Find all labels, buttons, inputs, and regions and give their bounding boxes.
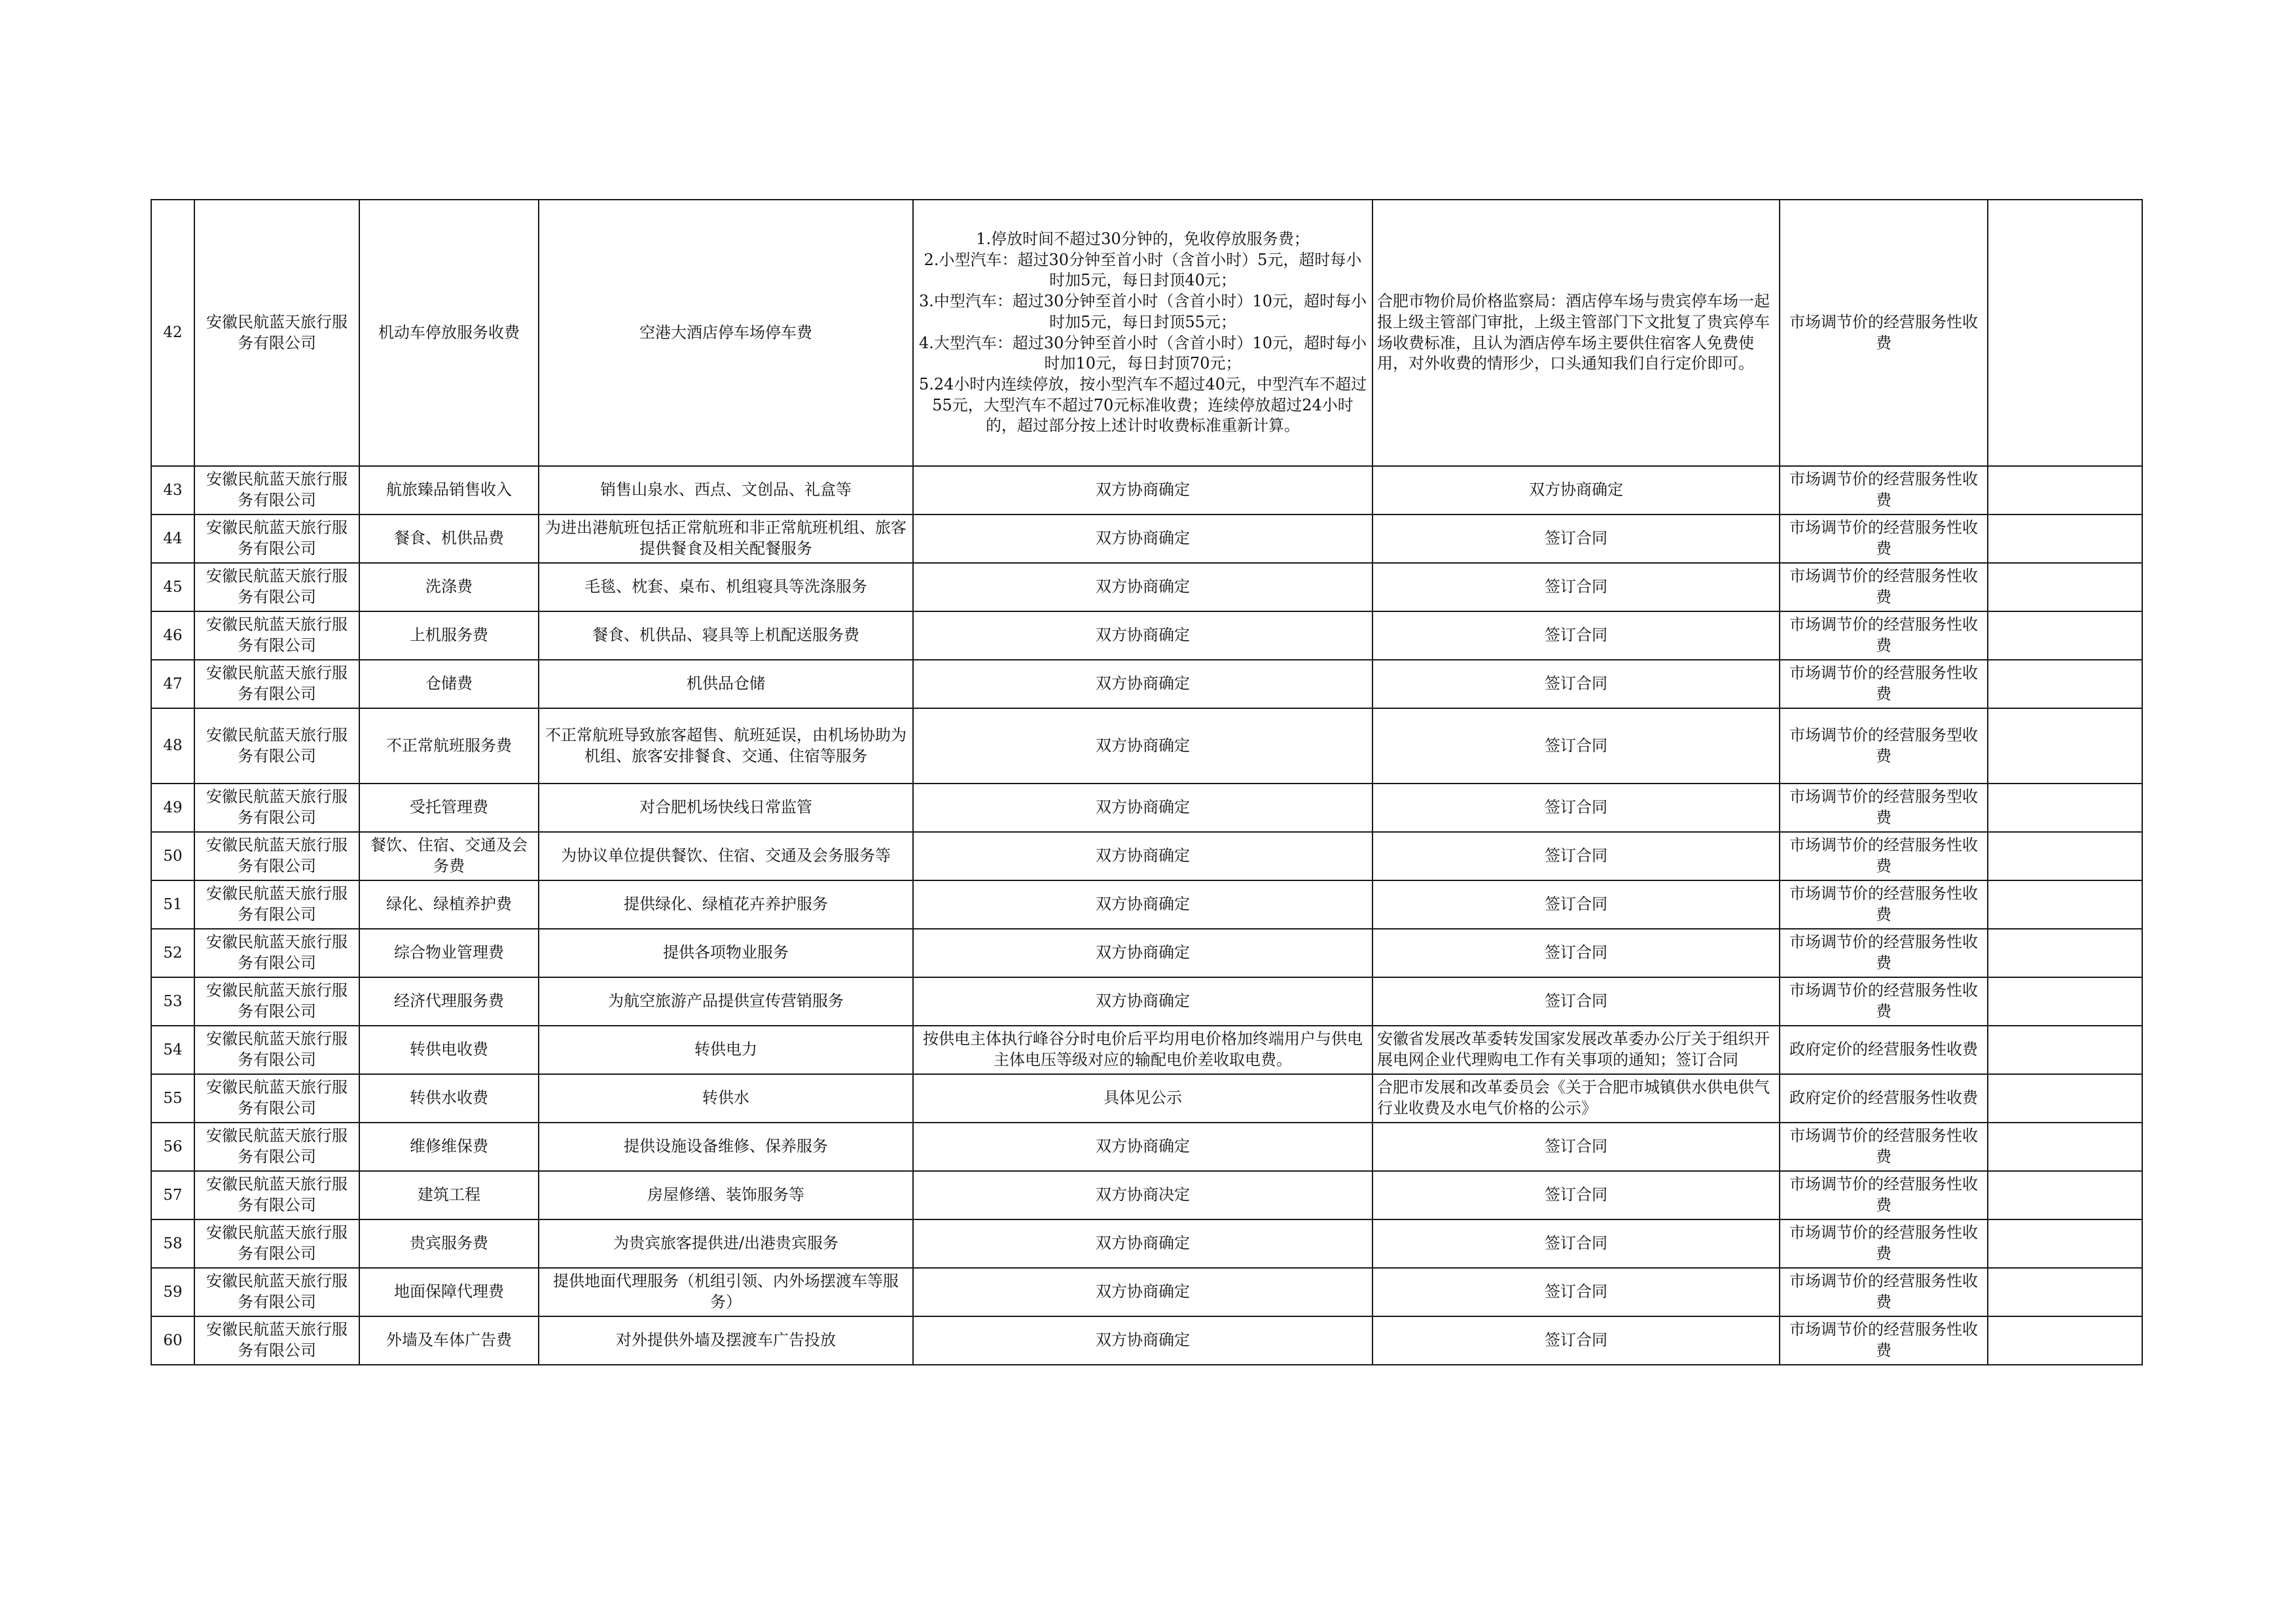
service-content-cell: 销售山泉水、西点、文创品、礼盒等	[539, 466, 913, 514]
company-cell: 安徽民航蓝天旅行服务有限公司	[194, 929, 359, 977]
fee-item-cell: 仓储费	[359, 660, 539, 708]
fee-standard-cell: 双方协商确定	[913, 660, 1372, 708]
remark-cell	[1988, 880, 2142, 929]
seq-number-cell: 43	[151, 466, 194, 514]
table-row	[151, 660, 2142, 708]
fee-item-cell: 经济代理服务费	[359, 977, 539, 1026]
company-cell: 安徽民航蓝天旅行服务有限公司	[194, 200, 359, 466]
table-row	[151, 1026, 2142, 1074]
pricing-basis-cell: 签订合同	[1372, 708, 1780, 784]
service-content-cell: 机供品仓储	[539, 660, 913, 708]
table-row	[151, 977, 2142, 1026]
fee-item-cell: 维修维保费	[359, 1123, 539, 1171]
remark-cell	[1988, 1026, 2142, 1074]
seq-number-cell: 51	[151, 880, 194, 929]
seq-number-cell: 55	[151, 1074, 194, 1123]
pricing-basis-cell: 签订合同	[1372, 1123, 1780, 1171]
fee-nature-cell: 市场调节价的经营服务性收费	[1780, 200, 1988, 466]
company-cell: 安徽民航蓝天旅行服务有限公司	[194, 784, 359, 832]
pricing-basis-cell: 签订合同	[1372, 784, 1780, 832]
company-cell: 安徽民航蓝天旅行服务有限公司	[194, 1171, 359, 1219]
fee-standard-cell: 双方协商确定	[913, 611, 1372, 660]
fee-standard-cell: 按供电主体执行峰谷分时电价后平均用电价格加终端用户与供电主体电压等级对应的输配电价差收取电费。	[913, 1026, 1372, 1074]
pricing-basis-cell: 合肥市物价局价格监察局：酒店停车场与贵宾停车场一起报上级主管部门审批，上级主管部门下文批复了贵宾停车场收费标准，且认为酒店停车场主要供住宿客人免费使用，对外收费的情形少，口头通知我们自行定价即可。	[1372, 200, 1780, 466]
service-content-cell: 提供绿化、绿植花卉养护服务	[539, 880, 913, 929]
fee-item-cell: 绿化、绿植养护费	[359, 880, 539, 929]
fee-standard-line: 3.中型汽车：超过30分钟至首小时（含首小时）10元，超时每小时加5元，每日封顶55元；	[919, 292, 1367, 331]
fee-nature-cell: 市场调节价的经营服务型收费	[1780, 784, 1988, 832]
fee-item-cell: 地面保障代理费	[359, 1268, 539, 1316]
pricing-basis-cell: 签订合同	[1372, 563, 1780, 611]
fee-item-cell: 洗涤费	[359, 563, 539, 611]
remark-cell	[1988, 977, 2142, 1026]
table-row	[151, 200, 2142, 466]
remark-cell	[1988, 466, 2142, 514]
service-content-cell: 为贵宾旅客提供进/出港贵宾服务	[539, 1219, 913, 1268]
seq-number-cell: 45	[151, 563, 194, 611]
fee-nature-cell: 政府定价的经营服务性收费	[1780, 1026, 1988, 1074]
service-content-cell: 房屋修缮、装饰服务等	[539, 1171, 913, 1219]
pricing-basis-cell: 签订合同	[1372, 1268, 1780, 1316]
fee-standard-cell: 双方协商确定	[913, 1123, 1372, 1171]
fee-standard-cell: 双方协商确定	[913, 977, 1372, 1026]
pricing-basis-cell: 签订合同	[1372, 977, 1780, 1026]
fee-table-sheet	[151, 199, 2142, 1365]
fee-nature-cell: 政府定价的经营服务性收费	[1780, 1074, 1988, 1123]
seq-number-cell: 52	[151, 929, 194, 977]
fee-standard-cell: 双方协商确定	[913, 832, 1372, 880]
service-content-cell: 提供设施设备维修、保养服务	[539, 1123, 913, 1171]
remark-cell	[1988, 832, 2142, 880]
seq-number-cell: 54	[151, 1026, 194, 1074]
service-content-cell: 提供地面代理服务（机组引领、内外场摆渡车等服务）	[539, 1268, 913, 1316]
fee-standard-cell: 双方协商确定	[913, 514, 1372, 563]
fee-nature-cell: 市场调节价的经营服务性收费	[1780, 880, 1988, 929]
remark-cell	[1988, 660, 2142, 708]
fee-item-cell: 航旅臻品销售收入	[359, 466, 539, 514]
table-body	[151, 200, 2142, 1365]
table-row	[151, 1316, 2142, 1365]
pricing-basis-cell: 签订合同	[1372, 832, 1780, 880]
service-content-cell: 转供电力	[539, 1026, 913, 1074]
seq-number-cell: 44	[151, 514, 194, 563]
table-row	[151, 708, 2142, 784]
pricing-basis-cell: 合肥市发展和改革委员会《关于合肥市城镇供水供电供气行业收费及水电气价格的公示》	[1372, 1074, 1780, 1123]
remark-cell	[1988, 708, 2142, 784]
fee-standard-cell: 双方协商确定	[913, 784, 1372, 832]
service-content-cell: 毛毯、枕套、桌布、机组寝具等洗涤服务	[539, 563, 913, 611]
seq-number-cell: 46	[151, 611, 194, 660]
remark-cell	[1988, 1074, 2142, 1123]
fee-item-cell: 转供电收费	[359, 1026, 539, 1074]
fee-standard-cell: 双方协商确定	[913, 1219, 1372, 1268]
pricing-basis-cell: 签订合同	[1372, 929, 1780, 977]
remark-cell	[1988, 1316, 2142, 1365]
fee-standard-line: 1.停放时间不超过30分钟的，免收停放服务费；	[976, 230, 1310, 249]
service-content-cell: 对合肥机场快线日常监管	[539, 784, 913, 832]
company-cell: 安徽民航蓝天旅行服务有限公司	[194, 466, 359, 514]
fee-nature-cell: 市场调节价的经营服务性收费	[1780, 1171, 1988, 1219]
service-content-cell: 转供水	[539, 1074, 913, 1123]
pricing-basis-cell: 签订合同	[1372, 1219, 1780, 1268]
pricing-basis-cell: 安徽省发展改革委转发国家发展改革委办公厅关于组织开展电网企业代理购电工作有关事项的通知；签订合同	[1372, 1026, 1780, 1074]
company-cell: 安徽民航蓝天旅行服务有限公司	[194, 1123, 359, 1171]
fee-nature-cell: 市场调节价的经营服务性收费	[1780, 611, 1988, 660]
remark-cell	[1988, 1268, 2142, 1316]
table-row	[151, 1123, 2142, 1171]
fee-nature-cell: 市场调节价的经营服务型收费	[1780, 708, 1988, 784]
fee-item-cell: 不正常航班服务费	[359, 708, 539, 784]
fee-item-cell: 贵宾服务费	[359, 1219, 539, 1268]
service-content-cell: 对外提供外墙及摆渡车广告投放	[539, 1316, 913, 1365]
fee-standard-cell: 双方协商确定	[913, 1316, 1372, 1365]
company-cell: 安徽民航蓝天旅行服务有限公司	[194, 1026, 359, 1074]
fee-item-cell: 餐食、机供品费	[359, 514, 539, 563]
company-cell: 安徽民航蓝天旅行服务有限公司	[194, 563, 359, 611]
fee-item-cell: 建筑工程	[359, 1171, 539, 1219]
service-content-cell: 空港大酒店停车场停车费	[539, 200, 913, 466]
table-row	[151, 929, 2142, 977]
fee-item-cell: 外墙及车体广告费	[359, 1316, 539, 1365]
seq-number-cell: 48	[151, 708, 194, 784]
remark-cell	[1988, 200, 2142, 466]
pricing-basis-cell: 双方协商确定	[1372, 466, 1780, 514]
table-row	[151, 611, 2142, 660]
fee-item-cell: 餐饮、住宿、交通及会务费	[359, 832, 539, 880]
service-content-cell: 不正常航班导致旅客超售、航班延误，由机场协助为机组、旅客安排餐食、交通、住宿等服务	[539, 708, 913, 784]
fee-standard-line: 5.24小时内连续停放，按小型汽车不超过40元，中型汽车不超过55元，大型汽车不超过70元标准收费；连续停放超过24小时的，超过部分按上述计时收费标准重新计算。	[919, 374, 1367, 435]
seq-number-cell: 49	[151, 784, 194, 832]
table-row	[151, 832, 2142, 880]
fee-standard-line: 2.小型汽车：超过30分钟至首小时（含首小时）5元，超时每小时加5元，每日封顶40元；	[924, 250, 1362, 290]
table-row	[151, 1219, 2142, 1268]
fee-nature-cell: 市场调节价的经营服务性收费	[1780, 1316, 1988, 1365]
remark-cell	[1988, 563, 2142, 611]
fee-schedule-table	[151, 199, 2143, 1365]
seq-number-cell: 58	[151, 1219, 194, 1268]
remark-cell	[1988, 929, 2142, 977]
seq-number-cell: 53	[151, 977, 194, 1026]
company-cell: 安徽民航蓝天旅行服务有限公司	[194, 1268, 359, 1316]
fee-item-cell: 上机服务费	[359, 611, 539, 660]
seq-number-cell: 42	[151, 200, 194, 466]
fee-standard-cell: 具体见公示	[913, 1074, 1372, 1123]
company-cell: 安徽民航蓝天旅行服务有限公司	[194, 832, 359, 880]
table-row	[151, 1074, 2142, 1123]
fee-standard-cell: 双方协商确定	[913, 880, 1372, 929]
service-content-cell: 为航空旅游产品提供宣传营销服务	[539, 977, 913, 1026]
service-content-cell: 餐食、机供品、寝具等上机配送服务费	[539, 611, 913, 660]
company-cell: 安徽民航蓝天旅行服务有限公司	[194, 977, 359, 1026]
table-row	[151, 880, 2142, 929]
remark-cell	[1988, 1171, 2142, 1219]
company-cell: 安徽民航蓝天旅行服务有限公司	[194, 514, 359, 563]
fee-standard-cell: 双方协商确定	[913, 466, 1372, 514]
fee-standard-cell: 双方协商决定	[913, 1171, 1372, 1219]
company-cell: 安徽民航蓝天旅行服务有限公司	[194, 660, 359, 708]
remark-cell	[1988, 1123, 2142, 1171]
fee-nature-cell: 市场调节价的经营服务性收费	[1780, 1123, 1988, 1171]
remark-cell	[1988, 611, 2142, 660]
pricing-basis-cell: 签订合同	[1372, 660, 1780, 708]
remark-cell	[1988, 1219, 2142, 1268]
table-row	[151, 784, 2142, 832]
fee-nature-cell: 市场调节价的经营服务性收费	[1780, 466, 1988, 514]
fee-item-cell: 转供水收费	[359, 1074, 539, 1123]
fee-nature-cell: 市场调节价的经营服务性收费	[1780, 1268, 1988, 1316]
fee-item-cell: 机动车停放服务收费	[359, 200, 539, 466]
company-cell: 安徽民航蓝天旅行服务有限公司	[194, 708, 359, 784]
fee-standard-cell: 双方协商确定	[913, 563, 1372, 611]
company-cell: 安徽民航蓝天旅行服务有限公司	[194, 1219, 359, 1268]
pricing-basis-cell: 签订合同	[1372, 1171, 1780, 1219]
fee-nature-cell: 市场调节价的经营服务性收费	[1780, 977, 1988, 1026]
pricing-basis-cell: 签订合同	[1372, 1316, 1780, 1365]
company-cell: 安徽民航蓝天旅行服务有限公司	[194, 611, 359, 660]
table-row	[151, 466, 2142, 514]
fee-item-cell: 综合物业管理费	[359, 929, 539, 977]
service-content-cell: 为进出港航班包括正常航班和非正常航班机组、旅客提供餐食及相关配餐服务	[539, 514, 913, 563]
fee-nature-cell: 市场调节价的经营服务性收费	[1780, 563, 1988, 611]
fee-item-cell: 受托管理费	[359, 784, 539, 832]
company-cell: 安徽民航蓝天旅行服务有限公司	[194, 880, 359, 929]
fee-standard-cell: 双方协商确定	[913, 929, 1372, 977]
fee-nature-cell: 市场调节价的经营服务性收费	[1780, 514, 1988, 563]
fee-nature-cell: 市场调节价的经营服务性收费	[1780, 1219, 1988, 1268]
pricing-basis-cell: 签订合同	[1372, 514, 1780, 563]
seq-number-cell: 56	[151, 1123, 194, 1171]
fee-standard-cell	[913, 200, 1372, 466]
fee-standard-line: 4.大型汽车：超过30分钟至首小时（含首小时）10元，超时每小时加10元，每日封顶70元；	[919, 333, 1367, 373]
table-row	[151, 563, 2142, 611]
pricing-basis-cell: 签订合同	[1372, 611, 1780, 660]
service-content-cell: 提供各项物业服务	[539, 929, 913, 977]
seq-number-cell: 50	[151, 832, 194, 880]
remark-cell	[1988, 784, 2142, 832]
company-cell: 安徽民航蓝天旅行服务有限公司	[194, 1074, 359, 1123]
table-row	[151, 1268, 2142, 1316]
fee-nature-cell: 市场调节价的经营服务性收费	[1780, 929, 1988, 977]
fee-nature-cell: 市场调节价的经营服务性收费	[1780, 660, 1988, 708]
table-row	[151, 514, 2142, 563]
table-row	[151, 1171, 2142, 1219]
seq-number-cell: 57	[151, 1171, 194, 1219]
remark-cell	[1988, 514, 2142, 563]
company-cell: 安徽民航蓝天旅行服务有限公司	[194, 1316, 359, 1365]
seq-number-cell: 47	[151, 660, 194, 708]
fee-standard-cell: 双方协商确定	[913, 708, 1372, 784]
seq-number-cell: 60	[151, 1316, 194, 1365]
fee-standard-cell: 双方协商确定	[913, 1268, 1372, 1316]
pricing-basis-cell: 签订合同	[1372, 880, 1780, 929]
fee-nature-cell: 市场调节价的经营服务性收费	[1780, 832, 1988, 880]
service-content-cell: 为协议单位提供餐饮、住宿、交通及会务服务等	[539, 832, 913, 880]
seq-number-cell: 59	[151, 1268, 194, 1316]
